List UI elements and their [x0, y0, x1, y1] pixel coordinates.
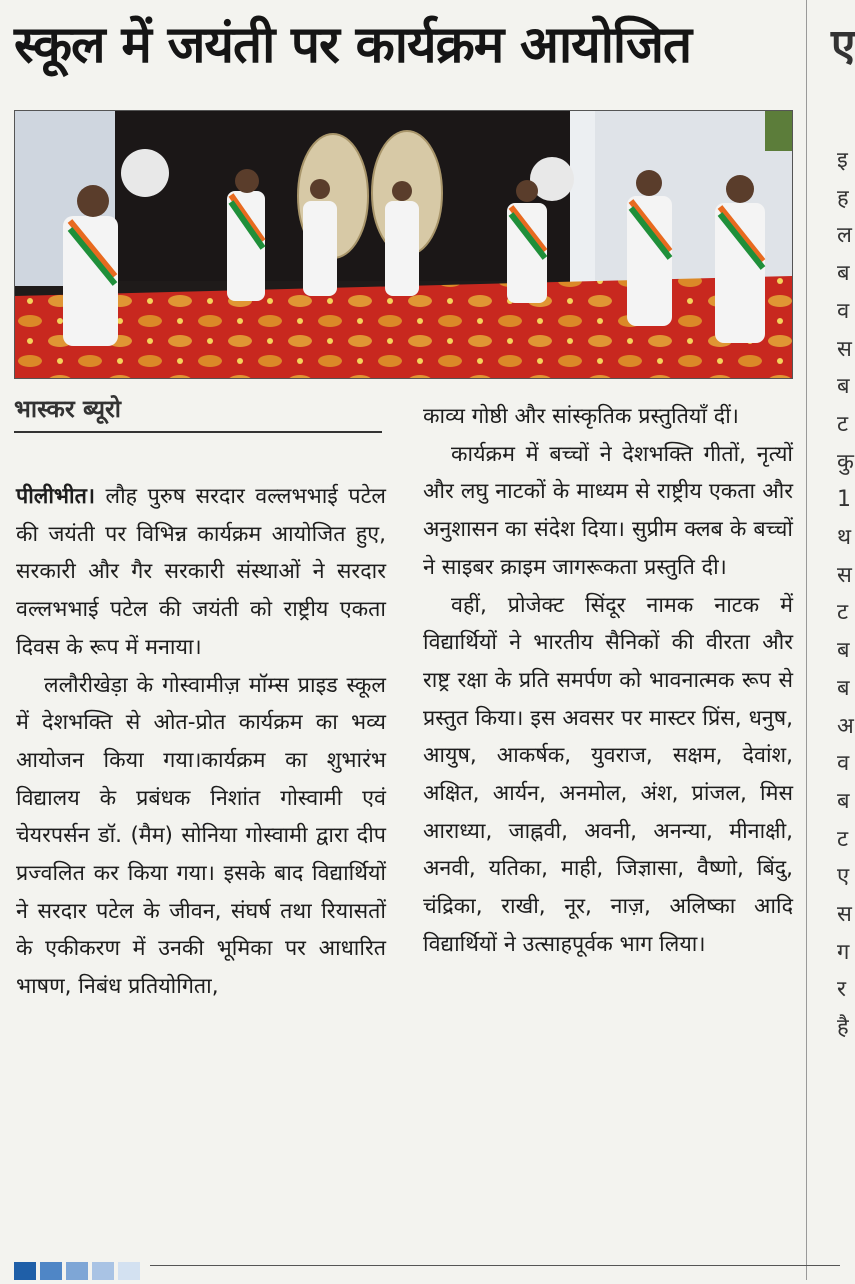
dateline: पीलीभीत। — [16, 484, 96, 509]
footer-block — [66, 1262, 88, 1280]
footer-block — [92, 1262, 114, 1280]
paragraph-4: कार्यक्रम में बच्चों ने देशभक्ति गीतों, नृत्यों और लघु नाटकों के माध्यम से राष्ट्रीय एकता और अनुशासन का संदेश दिया। सुप्रीम क्लब के बच्चों ने साइबर क्राइम जागरूकता प्रस्तुति दी। — [423, 441, 793, 580]
children-performing-photo — [15, 111, 792, 378]
article-column-2 — [423, 398, 793, 964]
footer-rule — [150, 1265, 840, 1266]
paragraph-3: काव्य गोष्ठी और सांस्कृतिक प्रस्तुतियाँ दीं। — [423, 404, 739, 429]
footer-block — [118, 1262, 140, 1280]
paragraph-5: वहीं, प्रोजेक्ट सिंदूर नामक नाटक में विद्यार्थियों ने भारतीय सैनिकों की वीरता और राष्ट्र रक्षा के प्रति समर्पण को भावनात्मक रूप से प्रस्तुत किया। इस अवसर पर मास्टर प्रिंस, धनुष, आयुष, आकर्षक, युवराज, सक्षम, देवांश, अक्षित, आर्यन, अनमोल, अंश, प्रांजल, मिस आराध्या, जाह्नवी, अवनी, अनन्या, मीनाक्षी, अनवी, यतिका, माही, जिज्ञासा, वैष्णो, बिंदु, चंद्रिका, राखी, नूर, नाज़, अलिष्का आदि विद्यार्थियों ने उत्साहपूर्वक भाग लिया। — [423, 592, 793, 957]
adjacent-text-fragment: इ ह ल ब व स ब ट कु 1 थ स ट ब ब अ व ब ट ए स ग र है — [837, 148, 854, 1041]
byline: भास्कर ब्यूरो — [14, 392, 382, 433]
adjacent-article-fragment — [806, 0, 855, 1280]
adjacent-headline-fragment: ए — [831, 20, 855, 71]
paragraph-1 — [16, 478, 386, 667]
event-photo — [14, 110, 793, 379]
footer-block — [14, 1262, 36, 1280]
footer-block — [40, 1262, 62, 1280]
paragraph-1-text: लौह पुरुष सरदार वल्लभभाई पटेल की जयंती पर विभिन्न कार्यक्रम आयोजित हुए, सरकारी और गैर सरकारी संस्थाओं ने सरदार वल्लभभाई पटेल की जयंती को राष्ट्रीय एकता दिवस के रूप में मनाया। — [16, 484, 386, 660]
article-column-1 — [16, 478, 386, 1006]
headline: स्कूल में जयंती पर कार्यक्रम आयोजित — [14, 16, 692, 75]
paragraph-2: ललौरीखेड़ा के गोस्वामीज़ मॉम्स प्राइड स्कूल में देशभक्ति से ओत-प्रोत कार्यक्रम का भव्य आयोजन किया गया।कार्यक्रम का शुभारंभ विद्यालय के प्रबंधक निशांत गोस्वामी एवं चेयरपर्सन डॉ. (मैम) सोनिया गोस्वामी द्वारा दीप प्रज्वलित कर किया गया। इसके बाद विद्यार्थियों ने सरदार पटेल के जीवन, संघर्ष तथा रियासतों के एकीकरण में उनकी भूमिका पर आधारित भाषण, निबंध प्रतियोगिता, — [16, 672, 386, 1000]
